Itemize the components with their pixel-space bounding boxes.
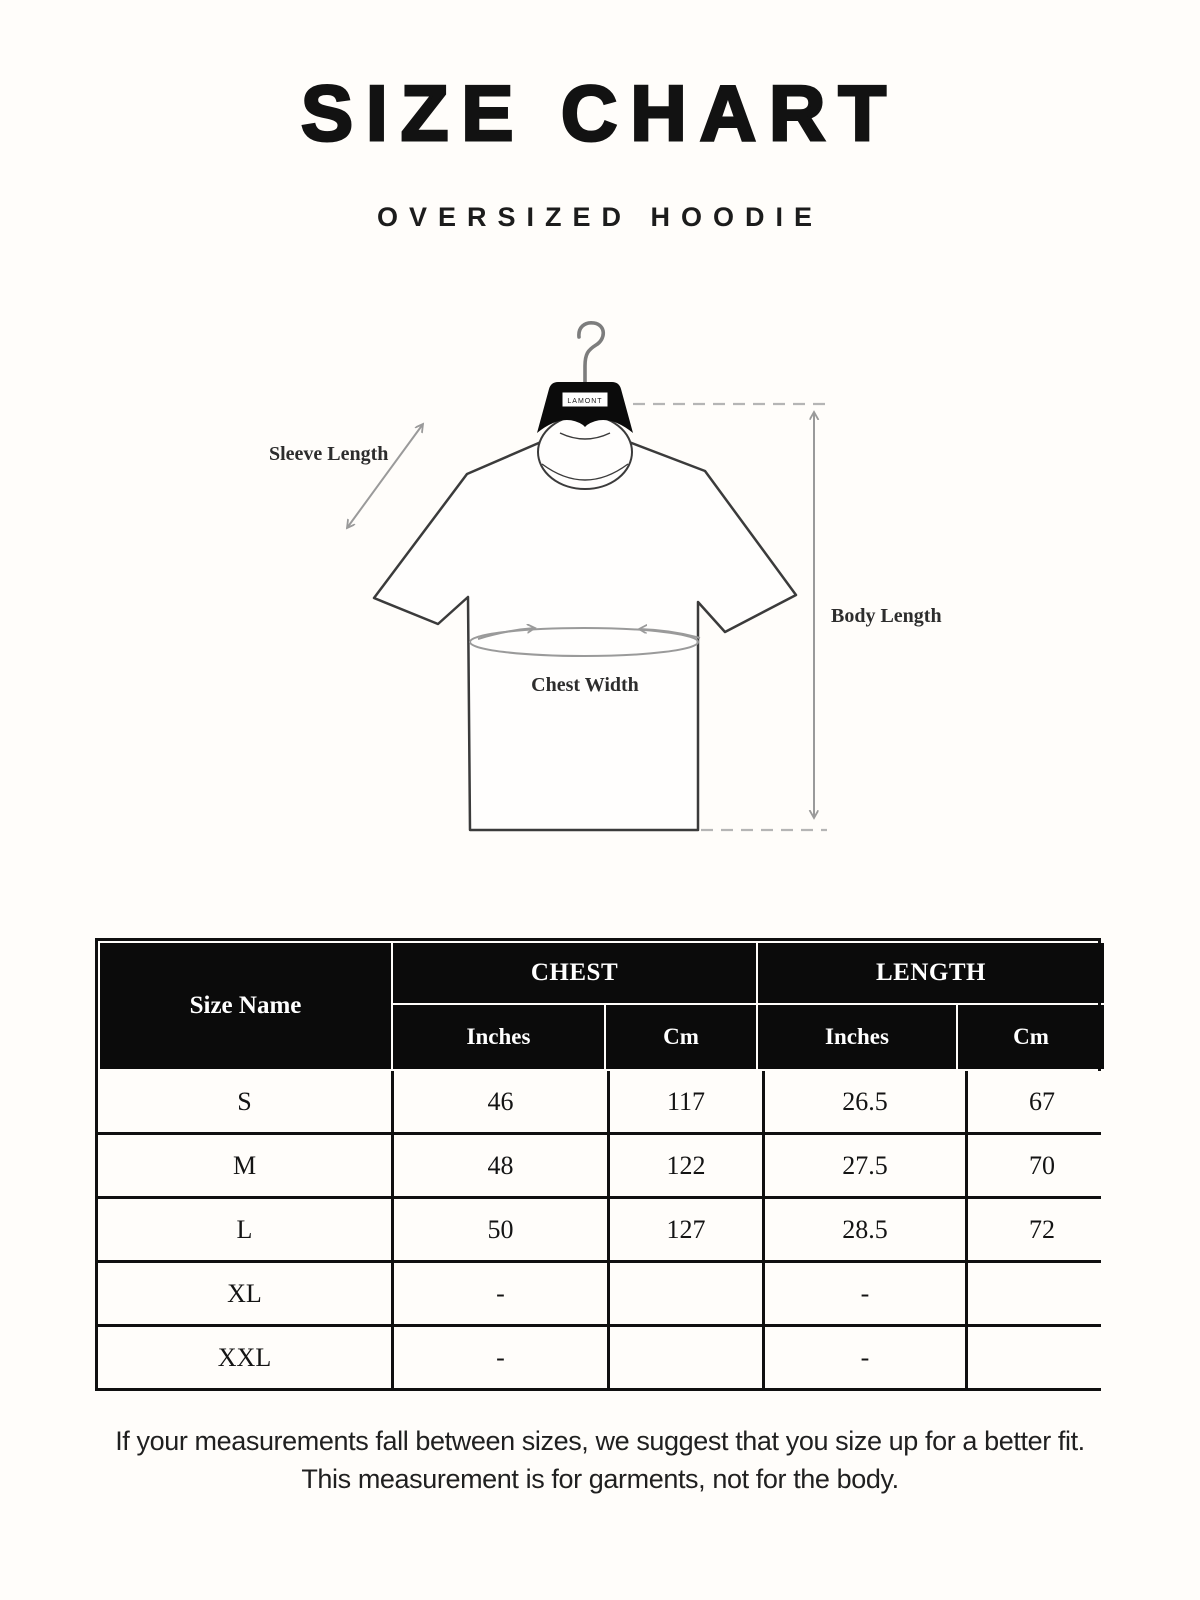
value-cell: 28.5 xyxy=(765,1199,965,1260)
size-table-header xyxy=(98,941,1098,1071)
page-subtitle: OVERSIZED HOODIE xyxy=(376,202,824,232)
value-cell: - xyxy=(765,1263,965,1324)
value-cell: 50 xyxy=(394,1199,607,1260)
size-cell: L xyxy=(98,1199,391,1260)
tshirt-measurement-diagram xyxy=(255,312,955,844)
column-header-chest-cm: Cm xyxy=(606,1005,756,1069)
tshirt-outline-icon xyxy=(374,432,796,830)
value-cell: 67 xyxy=(968,1071,1116,1132)
value-cell: - xyxy=(394,1327,607,1388)
size-cell: S xyxy=(98,1071,391,1132)
value-cell: - xyxy=(765,1327,965,1388)
value-cell: 117 xyxy=(610,1071,762,1132)
column-header-size-name: Size Name xyxy=(100,943,391,1069)
sleeve-length-label: Sleeve Length xyxy=(269,443,389,465)
hanger-tag-label: LAMONT xyxy=(567,398,603,405)
size-cell: XXL xyxy=(98,1327,391,1388)
column-group-chest: CHEST xyxy=(393,943,756,1003)
sizing-note xyxy=(0,1422,1200,1498)
value-cell: 26.5 xyxy=(765,1071,965,1132)
column-header-length-cm: Cm xyxy=(958,1005,1104,1069)
value-cell xyxy=(968,1327,1116,1388)
size-table xyxy=(95,938,1101,1391)
value-cell: 48 xyxy=(394,1135,607,1196)
value-cell: 72 xyxy=(968,1199,1116,1260)
column-group-length: LENGTH xyxy=(758,943,1104,1003)
hanger-hook-icon xyxy=(579,323,603,386)
value-cell: 27.5 xyxy=(765,1135,965,1196)
sizing-note-line1: If your measurements fall between sizes, we suggest that you size up for a better fit. xyxy=(115,1426,1085,1456)
value-cell xyxy=(968,1263,1116,1324)
value-cell: 70 xyxy=(968,1135,1116,1196)
column-header-length-inches: Inches xyxy=(758,1005,956,1069)
size-table-body xyxy=(98,1071,1098,1388)
size-cell: XL xyxy=(98,1263,391,1324)
body-length-label: Body Length xyxy=(831,605,942,627)
value-cell: - xyxy=(394,1263,607,1324)
page-title: SIZE CHART xyxy=(301,69,899,157)
value-cell: 127 xyxy=(610,1199,762,1260)
value-cell: 122 xyxy=(610,1135,762,1196)
size-cell: M xyxy=(98,1135,391,1196)
value-cell xyxy=(610,1327,762,1388)
chest-width-label: Chest Width xyxy=(531,674,639,696)
column-header-chest-inches: Inches xyxy=(393,1005,604,1069)
sleeve-length-arrow xyxy=(347,424,423,528)
value-cell xyxy=(610,1263,762,1324)
value-cell: 46 xyxy=(394,1071,607,1132)
sizing-note-line2: This measurement is for garments, not for the body. xyxy=(301,1464,899,1494)
